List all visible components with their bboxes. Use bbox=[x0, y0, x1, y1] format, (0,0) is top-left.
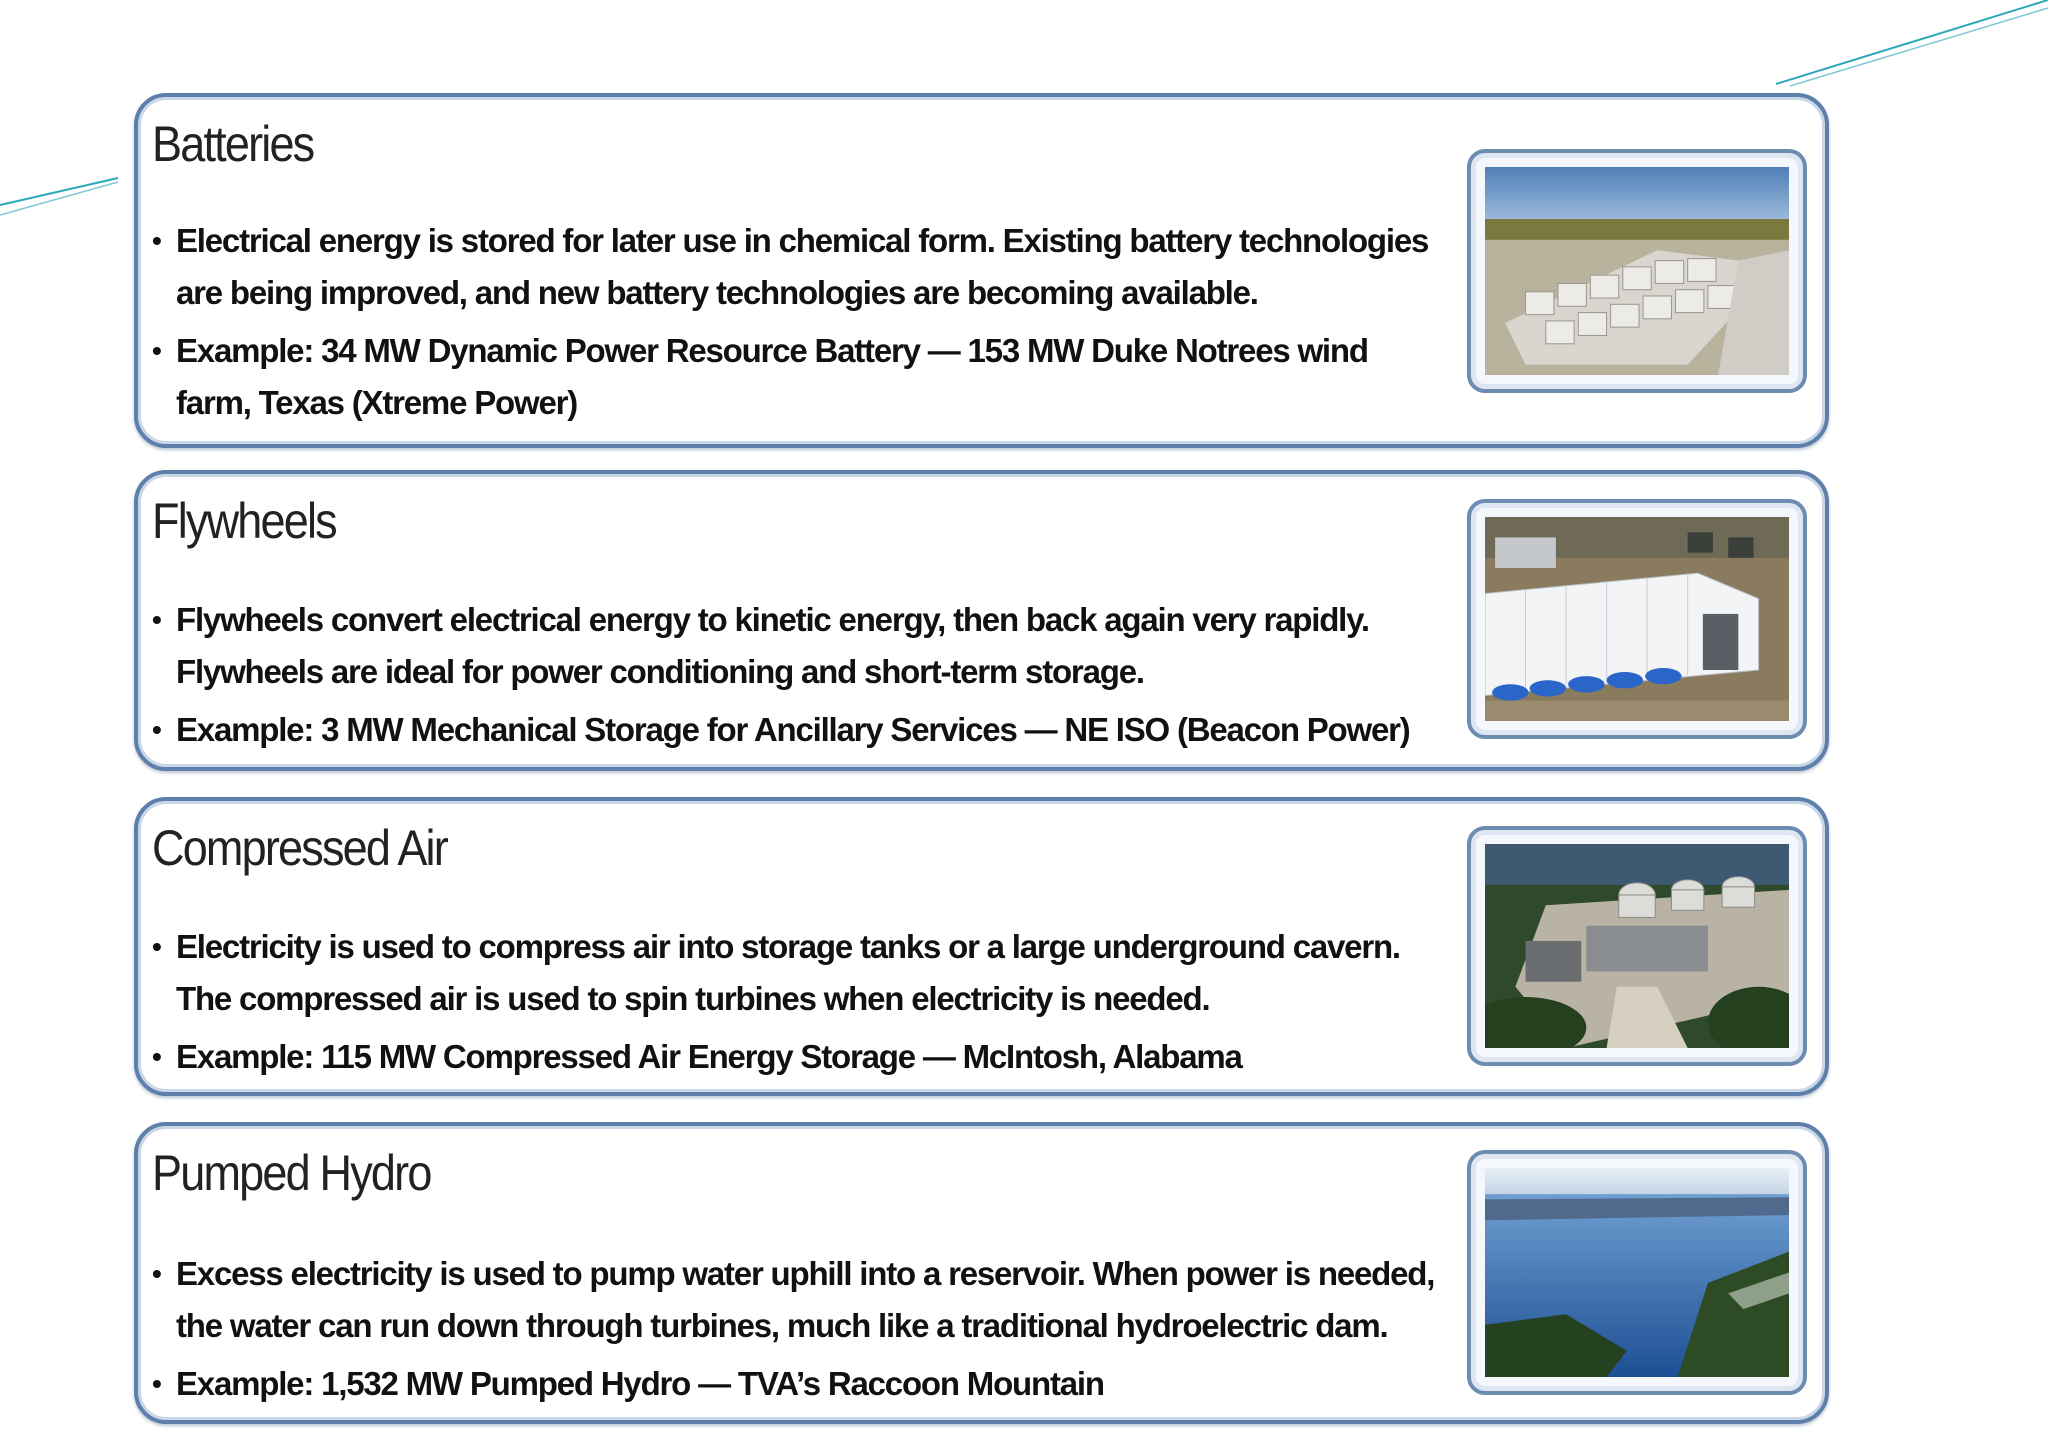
card-flywheels bbox=[134, 470, 1829, 771]
bullet-item: • Excess electricity is used to pump water uphill into a reservoir. When power is needed, the water can run down through turbines, much like a traditional hydroelectric dam. bbox=[152, 1255, 1435, 1344]
bullet-item: • Flywheels convert electrical energy to kinetic energy, then back again very rapidly. Flywheels are ideal for power conditioning and short-term storage. bbox=[152, 601, 1369, 690]
card-title: Pumped Hydro bbox=[152, 1145, 431, 1201]
bullet-item: • Example: 34 MW Dynamic Power Resource Battery — 153 MW Duke Notrees wind farm, Texas (Xtreme Power) bbox=[152, 332, 1368, 421]
photo-frame bbox=[1467, 826, 1807, 1066]
bullet-list bbox=[152, 1248, 1442, 1416]
bullet-list bbox=[152, 921, 1442, 1089]
reservoir-photo bbox=[1485, 1168, 1789, 1377]
battery-installation-photo bbox=[1485, 167, 1789, 375]
bullet-list bbox=[152, 215, 1442, 435]
photo-frame bbox=[1467, 1150, 1807, 1395]
photo-frame bbox=[1467, 499, 1807, 739]
card-title: Compressed Air bbox=[152, 820, 447, 876]
flywheel-facility-photo bbox=[1485, 517, 1789, 721]
card-pumped-hydro bbox=[134, 1122, 1829, 1424]
bullet-item: • Example: 115 MW Compressed Air Energy Storage — McIntosh, Alabama bbox=[152, 1038, 1242, 1075]
bullet-item: • Example: 3 MW Mechanical Storage for Ancillary Services — NE ISO (Beacon Power) bbox=[152, 711, 1410, 748]
bullet-item: • Electrical energy is stored for later use in chemical form. Existing battery technologies are being improved, and new battery technologies are becoming available. bbox=[152, 222, 1429, 311]
card-title: Flywheels bbox=[152, 493, 336, 549]
card-batteries bbox=[134, 93, 1829, 448]
photo-frame bbox=[1467, 149, 1807, 393]
compressed-air-plant-photo bbox=[1485, 844, 1789, 1048]
card-compressed-air bbox=[134, 797, 1829, 1096]
bullet-item: • Electricity is used to compress air into storage tanks or a large underground cavern. The compressed air is used to spin turbines when electricity is needed. bbox=[152, 928, 1400, 1017]
bullet-item: • Example: 1,532 MW Pumped Hydro — TVA’s Raccoon Mountain bbox=[152, 1365, 1104, 1402]
card-title: Batteries bbox=[152, 116, 314, 172]
bullet-list bbox=[152, 594, 1442, 762]
